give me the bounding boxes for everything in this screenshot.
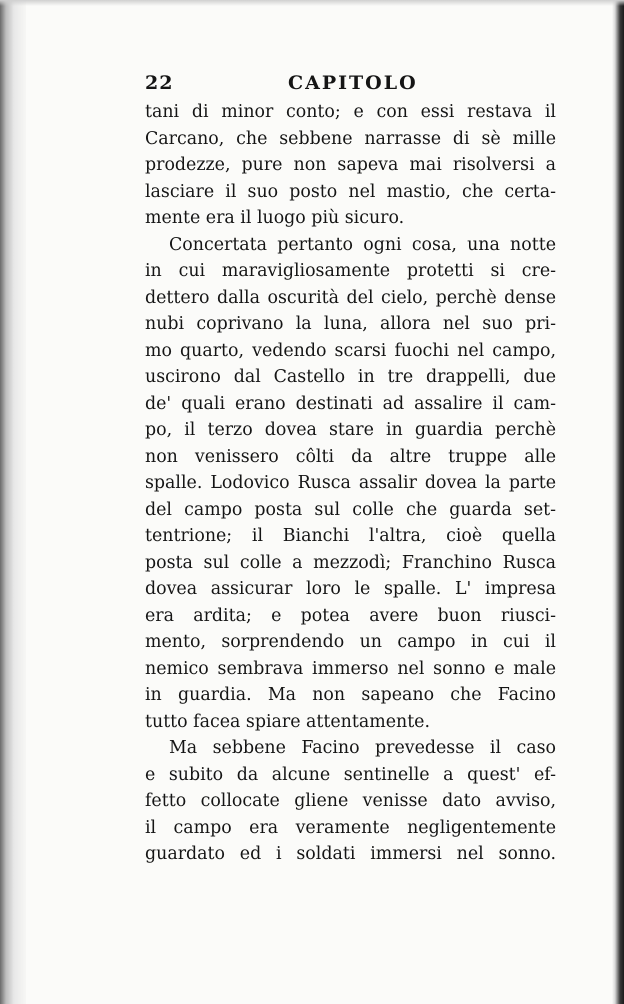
- text-line: dettero dalla oscurità del cielo, perchè dense: [145, 287, 556, 308]
- page-header: [145, 72, 565, 100]
- text-line: lasciare il suo posto nel mastio, che certa-: [145, 181, 556, 202]
- text-line: non venissero côlti da altre truppe alle: [145, 446, 556, 467]
- text-line: dovea assicurar loro le spalle. L' impresa: [145, 579, 556, 599]
- text-line: mo quarto, vedendo scarsi fuochi nel campo,: [145, 340, 556, 361]
- text-line: mento, sorprendendo un campo in cui il: [145, 632, 556, 652]
- text-line: fetto collocate gliene venisse dato avviso,: [145, 791, 556, 811]
- text-line: guardato ed i soldati immersi nel sonno.: [145, 844, 556, 864]
- text-line: Ma sebbene Facino prevedesse il caso: [169, 738, 556, 758]
- text-line: Concertata pertanto ogni cosa, una notte: [169, 234, 556, 255]
- text-line: in cui maravigliosamente protetti si cre-: [145, 261, 556, 281]
- text-line: nemico sembrava immerso nel sonno e male: [145, 658, 556, 679]
- text-line: de' quali erano destinati ad assalire il cam-: [145, 393, 556, 414]
- text-line: posta sul colle a mezzodì; Franchino Rusca: [145, 552, 556, 573]
- running-head: CAPITOLO: [288, 72, 418, 94]
- text-line: spalle. Lodovico Rusca assalir dovea la parte: [145, 473, 556, 493]
- text-line: Carcano, che sebbene narrasse di sè mille: [145, 128, 556, 149]
- page-gutter-left: [0, 0, 26, 1004]
- text-line: era ardita; e potea avere buon riusci-: [145, 605, 556, 626]
- text-line: tentrione; il Bianchi l'altra, cioè quella: [145, 526, 556, 546]
- text-line: e subito da alcune sentinelle a quest' ef-: [145, 764, 556, 785]
- text-line: tani di minor conto; e con essi restava il: [145, 102, 556, 122]
- body-text: [145, 99, 556, 868]
- text-line: in guardia. Ma non sapeano che Facino: [145, 685, 556, 705]
- text-line: il campo era veramente negligentemente: [145, 817, 556, 838]
- text-line: prodezze, pure non sapeva mai risolversi a: [145, 155, 556, 175]
- text-line: del campo posta sul colle che guarda set-: [145, 499, 556, 520]
- text-line: mente era il luogo più sicuro.: [145, 208, 405, 228]
- page-edge-top: [0, 0, 624, 6]
- page-number: 22: [145, 72, 174, 94]
- page-edge-right: [612, 0, 624, 1004]
- text-line: nubi coprivano la luna, allora nel suo pri-: [145, 314, 556, 334]
- text-line: tutto facea spiare attentamente.: [145, 711, 431, 732]
- text-line: uscirono dal Castello in tre drappelli, due: [145, 367, 556, 387]
- text-line: po, il terzo dovea stare in guardia perchè: [145, 420, 556, 440]
